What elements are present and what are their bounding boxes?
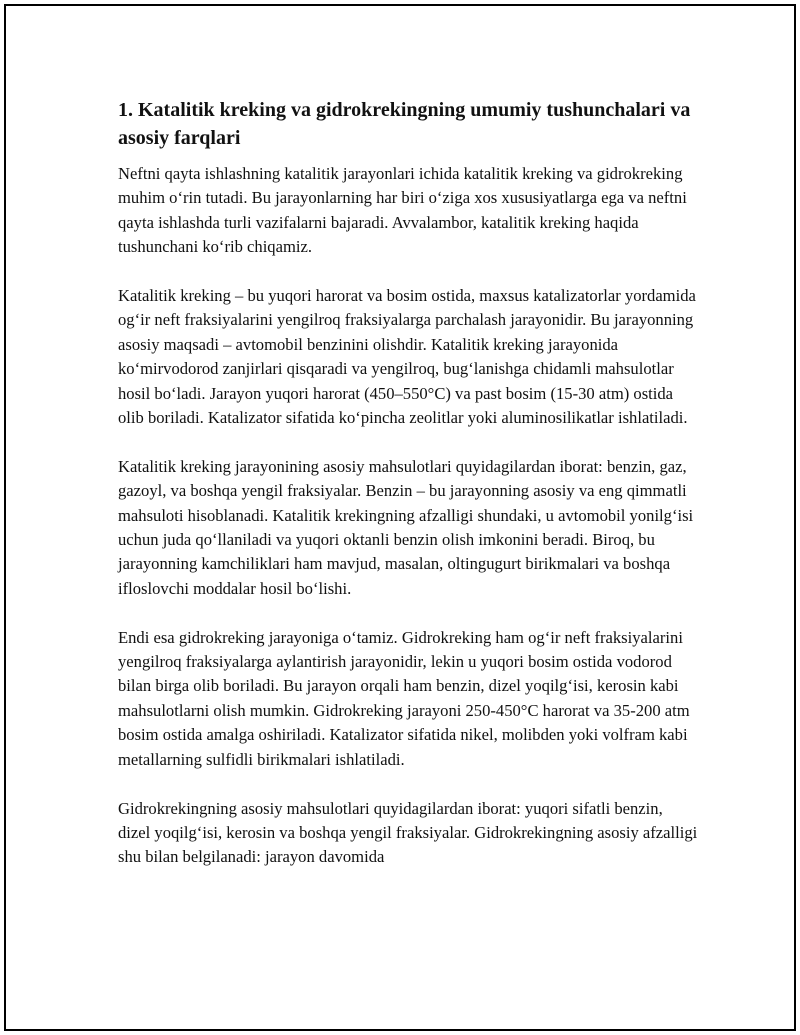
paragraph-hydrocracking-products: Gidrokrekingning asosiy mahsulotlari quyidagilardan iborat: yuqori sifatli benzin, dizel yoqilg‘isi, kerosin va boshqa yengil fraksiyalar. Gidrokrekingning asosiy afzalligi shu bilan belgilanadi: jarayon davomida — [118, 798, 698, 867]
paragraph-catalytic-cracking-definition: Katalitik kreking – bu yuqori harorat va bosim ostida, maxsus katalizatorlar yordamida og‘ir neft fraksiyalarini yengilroq fraksiyalarga parchalash jarayonidir. Bu jarayonning asosiy maqsadi – avtomobil benzinini olishdir. Katalitik kreking jarayonida ko‘mirvodorod zanjirlari qisqaradi va yengilroq, bug‘lanishga chidamli mahsulotlar hosil bo‘ladi. Jarayon yuqori harorat (450–550°C) va past bosim (15-30 atm) ostida olib boriladi. Katalizator sifatida ko‘pincha zeolitlar yoki aluminosilikatlar ishlatiladi. — [118, 286, 696, 428]
paragraph-hydrocracking-definition: Endi esa gidrokreking jarayoniga o‘tamiz. Gidrokreking ham og‘ir neft fraksiyalarini yengilroq fraksiyalarga aylantirish jarayonidir, lekin u yuqori bosim ostida vodorod bilan birga olib boriladi. Bu jarayon orqali ham benzin, dizel yoqilg‘isi, kerosin kabi mahsulotlarni olish mumkin. Gidrokreking jarayoni 250-450°C harorat va 35-200 atm bosim ostida amalga oshiriladi. Katalizator sifatida nikel, molibden yoki volfram kabi metallarning sulfidli birikmalari ishlatiladi. — [118, 627, 690, 769]
paragraph-intro: Neftni qayta ishlashning katalitik jarayonlari ichida katalitik kreking va gidrokreking muhim o‘rin tutadi. Bu jarayonlarning har biri o‘ziga xos xususiyatlarga ega va neftni qayta ishlashda turli vazifalarni bajaradi. Avvalambor, katalitik kreking haqida tushunchani ko‘rib chiqamiz. — [118, 164, 687, 257]
document-body — [118, 96, 698, 894]
section-heading: 1. Katalitik kreking va gidrokrekingning umumiy tushunchalari va asosiy farqlari — [118, 99, 691, 149]
paragraph-catalytic-cracking-products: Katalitik kreking jarayonining asosiy mahsulotlari quyidagilardan iborat: benzin, gaz, gazoyl, va boshqa yengil fraksiyalar. Benzin – bu jarayonning asosiy va eng qimmatli mahsuloti hisoblanadi. Katalitik krekingning afzalligi shundaki, u avtomobil yonilg‘isi uchun juda qo‘llaniladi va yuqori oktanli benzin olish imkonini beradi. Biroq, bu jarayonning kamchiliklari ham mavjud, masalan, oltingugurt birikmalari va boshqa ifloslovchi moddalar hosil bo‘lishi. — [118, 456, 694, 598]
